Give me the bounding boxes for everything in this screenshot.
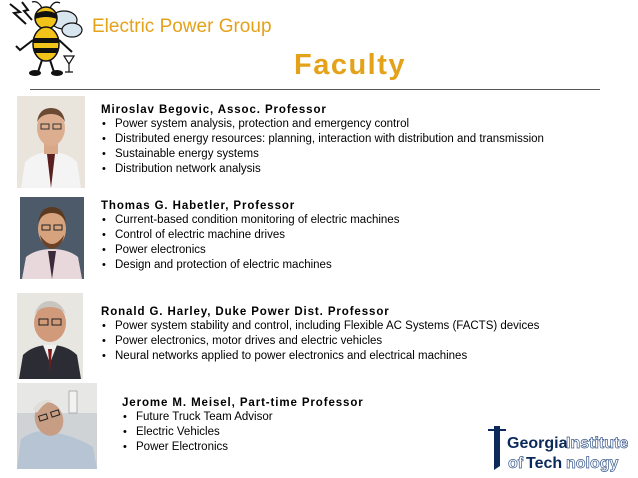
logo-text-georgia: Georgia [507,435,568,452]
group-title: Electric Power Group [92,16,272,37]
gt-mark-icon [488,426,506,470]
georgia-tech-logo [486,424,636,474]
faculty-name: Ronald G. Harley, Duke Power Dist. Professor [101,306,390,318]
logo-text-institute: Institute [566,435,629,452]
faculty-photo-meisel [17,383,97,469]
list-item: • Control of electric machine drives [101,228,399,243]
title-divider [30,89,600,90]
faculty-photo-begovic [17,96,85,188]
faculty-entry-begovic [101,104,544,177]
list-item: • Current-based condition monitoring of electric machines [101,213,399,228]
faculty-entry-harley [101,306,539,364]
logo-text-of: of [508,455,524,472]
research-list [122,410,364,455]
faculty-name: Miroslav Begovic, Assoc. Professor [101,104,327,116]
list-item: • Electric Vehicles [122,425,364,440]
faculty-name: Thomas G. Habetler, Professor [101,200,296,212]
page-title: Faculty [293,49,407,81]
faculty-name: Jerome M. Meisel, Part-time Professor [122,397,364,409]
faculty-photo-habetler [20,197,84,279]
logo-text-tech: Tech [526,455,563,472]
research-list [101,213,399,273]
list-item: • Design and protection of electric machines [101,258,399,273]
faculty-photo-harley [17,293,83,379]
list-item: • Neural networks applied to power electronics and electrical machines [101,349,539,364]
faculty-entry-meisel [122,397,364,455]
list-item: • Power electronics [101,243,399,258]
list-item: • Power system stability and control, including Flexible AC Systems (FACTS) devices [101,319,539,334]
list-item: • Power electronics, motor drives and electric vehicles [101,334,539,349]
list-item: • Power Electronics [122,440,364,455]
list-item: • Distribution network analysis [101,162,544,177]
research-list [101,319,539,364]
list-item: • Sustainable energy systems [101,147,544,162]
list-item: • Future Truck Team Advisor [122,410,364,425]
research-list [101,117,544,177]
list-item: • Distributed energy resources: planning, interaction with distribution and transmission [101,132,544,147]
logo-text-nology: nology [566,455,619,472]
list-item: • Power system analysis, protection and emergency control [101,117,544,132]
faculty-entry-habetler [101,200,399,273]
